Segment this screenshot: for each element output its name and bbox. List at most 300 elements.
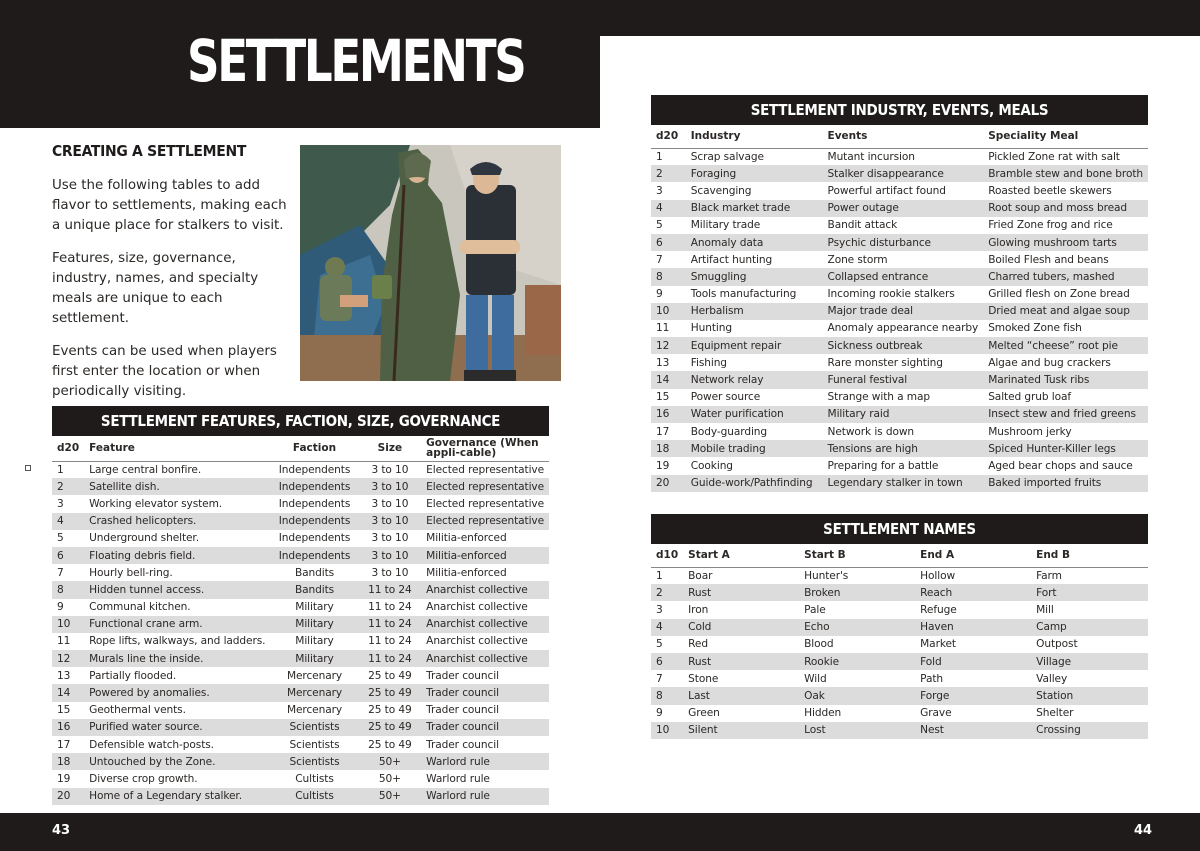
table-row [52, 530, 549, 547]
table-cell: Red [688, 638, 708, 651]
table-cell: Hourly bell-ring. [89, 566, 173, 579]
table-cell: Pickled Zone rat with salt [988, 150, 1120, 163]
table-cell: Murals line the inside. [84, 650, 270, 667]
table-row [52, 633, 549, 650]
table-cell: Mercenary [286, 669, 343, 682]
table-row [651, 619, 1148, 636]
table-cell: 14 [52, 684, 84, 701]
table-cell: Independents [270, 513, 358, 530]
table-cell: Underground shelter. [89, 532, 199, 545]
table-row [651, 670, 1148, 687]
table-cell: Oak [799, 687, 915, 704]
table-cell: 20 [52, 788, 84, 805]
industry-table-grid [651, 125, 1148, 492]
names-table-body [651, 567, 1148, 739]
table-cell: Independents [270, 547, 358, 564]
table-cell: Trader council [426, 738, 499, 751]
table-cell: 1 [656, 150, 663, 163]
table-cell: Mushroom jerky [988, 425, 1072, 438]
column-header: Faction [270, 436, 358, 461]
industry-table-title: SETTLEMENT INDUSTRY, EVENTS, MEALS [651, 95, 1148, 125]
table-cell: Legendary stalker in town [823, 475, 984, 492]
column-header: d20 [52, 436, 84, 461]
table-cell: Independents [278, 532, 351, 545]
table-row [651, 354, 1148, 371]
table-cell: Geothermal vents. [89, 704, 186, 717]
table-cell: Green [688, 707, 720, 720]
table-cell: Water purification [686, 406, 823, 423]
column-header: Start A [683, 544, 799, 567]
table-cell: Militia-enforced [426, 566, 507, 579]
table-cell: 3 [57, 497, 64, 510]
top-band [600, 0, 1200, 36]
table-row [651, 705, 1148, 722]
table-row [651, 251, 1148, 268]
table-cell: 10 [651, 303, 686, 320]
table-cell: Purified water source. [84, 719, 270, 736]
table-cell: Anomaly appearance nearby [827, 322, 979, 335]
table-cell: Algae and bug crackers [988, 356, 1111, 369]
table-cell: Warlord rule [426, 772, 490, 785]
margin-marker [25, 465, 31, 471]
table-cell: 19 [656, 459, 670, 472]
column-header: Start B [799, 544, 915, 567]
table-cell: 25 to 49 [368, 738, 412, 751]
table-cell: 6 [651, 234, 686, 251]
table-row [651, 423, 1148, 440]
table-cell: 13 [57, 669, 71, 682]
table-row [651, 148, 1148, 165]
table-cell: Boar [688, 569, 713, 582]
table-cell: 3 [656, 184, 663, 197]
table-cell: 9 [57, 601, 64, 614]
table-cell: Major trade deal [823, 303, 984, 320]
table-cell: 7 [57, 566, 64, 579]
table-cell: Trader council [421, 684, 549, 701]
table-cell: Independents [278, 497, 351, 510]
table-cell: Refuge [920, 603, 957, 616]
table-cell: 12 [651, 337, 686, 354]
table-cell: Forge [915, 687, 1031, 704]
table-cell: 3 to 10 [371, 566, 409, 579]
table-cell: Village [1031, 653, 1148, 670]
table-cell: Wild [804, 672, 827, 685]
table-header-row [651, 544, 1148, 567]
table-cell: 6 [52, 547, 84, 564]
table-cell: Anarchist collective [421, 650, 549, 667]
table-cell: 9 [656, 288, 663, 301]
table-cell: Hidden tunnel access. [84, 581, 270, 598]
table-cell: 3 to 10 [371, 463, 409, 476]
table-cell: Elected representative [421, 478, 549, 495]
table-cell: Independents [278, 463, 351, 476]
table-cell: Functional crane arm. [84, 616, 270, 633]
table-cell: 50+ [359, 788, 422, 805]
table-cell: Cold [683, 619, 799, 636]
table-cell: 3 to 10 [371, 497, 409, 510]
table-cell: Scientists [289, 738, 340, 751]
chapter-title: SETTLEMENTS [187, 27, 525, 95]
table-cell: Fold [915, 653, 1031, 670]
table-cell: 25 to 49 [359, 719, 422, 736]
table-cell: Preparing for a battle [827, 459, 939, 472]
table-row [651, 722, 1148, 739]
table-cell: 25 to 49 [359, 684, 422, 701]
column-header: Feature [84, 436, 270, 461]
table-row [651, 475, 1148, 492]
table-cell: Salted grub loaf [988, 391, 1072, 404]
table-cell: Network is down [827, 425, 915, 438]
table-cell: Power outage [823, 200, 984, 217]
table-cell: Cooking [690, 459, 733, 472]
table-row [52, 547, 549, 564]
table-cell: Reach [915, 584, 1031, 601]
table-cell: Communal kitchen. [89, 601, 191, 614]
features-table [52, 406, 549, 805]
table-row [52, 702, 549, 719]
table-cell: Psychic disturbance [823, 234, 984, 251]
table-cell: Camp [1031, 619, 1148, 636]
table-row [52, 650, 549, 667]
table-cell: 17 [57, 738, 71, 751]
table-row [651, 584, 1148, 601]
table-cell: Diverse crop growth. [89, 772, 198, 785]
table-cell: Tensions are high [823, 440, 984, 457]
table-row [52, 753, 549, 770]
table-cell: Mercenary [270, 684, 358, 701]
table-cell: Home of a Legendary stalker. [84, 788, 270, 805]
table-cell: Market [920, 638, 956, 651]
table-cell: Anarchist collective [421, 616, 549, 633]
table-cell: Militia-enforced [421, 547, 549, 564]
table-cell: Military trade [690, 219, 761, 232]
table-cell: Elected representative [426, 463, 544, 476]
table-cell: Scientists [270, 719, 358, 736]
table-cell: Anarchist collective [426, 635, 528, 648]
table-cell: Smuggling [686, 268, 823, 285]
table-cell: 2 [651, 165, 686, 182]
table-cell: 11 to 24 [359, 616, 422, 633]
table-cell: 25 to 49 [368, 704, 412, 717]
table-cell: 11 to 24 [359, 650, 422, 667]
intro-paragraph: Features, size, governance, industry, names, and specialty meals are unique to each settlement. [52, 251, 259, 326]
table-cell: Aged bear chops and sauce [988, 459, 1133, 472]
table-cell: Mutant incursion [827, 150, 915, 163]
table-cell: Crossing [1031, 722, 1148, 739]
table-cell: Rope lifts, walkways, and ladders. [89, 635, 266, 648]
table-cell: 7 [656, 253, 663, 266]
table-cell: Equipment repair [686, 337, 823, 354]
table-cell: 20 [651, 475, 686, 492]
table-cell: Hunter's [804, 569, 849, 582]
table-cell: Grave [920, 707, 952, 720]
table-row [651, 286, 1148, 303]
table-cell: 8 [52, 581, 84, 598]
table-row [651, 389, 1148, 406]
table-cell: Bandit attack [827, 219, 898, 232]
names-table-title: SETTLEMENT NAMES [651, 514, 1148, 544]
table-cell: 3 to 10 [371, 532, 409, 545]
table-row [651, 653, 1148, 670]
table-cell: Defensible watch-posts. [89, 738, 214, 751]
table-cell: Lost [799, 722, 915, 739]
table-cell: Herbalism [686, 303, 823, 320]
table-cell: Untouched by the Zone. [84, 753, 270, 770]
table-cell: 2 [52, 478, 84, 495]
chapter-header-band [0, 0, 600, 128]
industry-table-body [651, 148, 1148, 492]
table-cell: Trader council [421, 719, 549, 736]
table-cell: Valley [1036, 672, 1068, 685]
table-row [651, 440, 1148, 457]
page-number-right: 44 [1134, 823, 1153, 838]
table-cell: 11 to 24 [368, 635, 412, 648]
features-table-title: SETTLEMENT FEATURES, FACTION, SIZE, GOVERNANCE [52, 406, 549, 436]
table-cell: Anarchist collective [426, 601, 528, 614]
table-cell: Tools manufacturing [690, 288, 797, 301]
table-cell: Mobile trading [686, 440, 823, 457]
table-cell: Military [295, 635, 334, 648]
table-cell: Pale [804, 603, 826, 616]
table-cell: Rust [683, 584, 799, 601]
table-cell: Last [683, 687, 799, 704]
table-cell: Bandits [294, 566, 335, 579]
table-cell: Foraging [686, 165, 823, 182]
table-row [651, 217, 1148, 234]
table-row [651, 687, 1148, 704]
table-cell: Hunting [690, 322, 732, 335]
table-cell: Warlord rule [421, 753, 549, 770]
table-cell: Working elevator system. [89, 497, 223, 510]
table-row [52, 478, 549, 495]
table-cell: Roasted beetle skewers [988, 184, 1112, 197]
table-cell: 15 [656, 391, 670, 404]
table-cell: Scientists [270, 753, 358, 770]
table-cell: 11 [57, 635, 71, 648]
table-cell: Blood [804, 638, 834, 651]
table-cell: Power source [690, 391, 761, 404]
table-cell: Stone [688, 672, 719, 685]
table-row [52, 684, 549, 701]
table-cell: Trader council [426, 669, 499, 682]
table-cell: Path [920, 672, 944, 685]
intro-text [52, 176, 292, 415]
table-cell: 18 [651, 440, 686, 457]
table-cell: Body-guarding [690, 425, 768, 438]
intro-paragraph: Use the following tables to add flavor to settlements, making each a unique place for stalkers to visit. [52, 178, 287, 233]
table-cell: 3 [656, 603, 663, 616]
table-cell: Stalker disappearance [823, 165, 984, 182]
table-row [651, 337, 1148, 354]
table-cell: 18 [52, 753, 84, 770]
table-row [651, 601, 1148, 618]
table-cell: 19 [57, 772, 71, 785]
table-cell: 1 [57, 463, 64, 476]
table-cell: 12 [52, 650, 84, 667]
table-header-row [651, 125, 1148, 148]
table-cell: Partially flooded. [89, 669, 177, 682]
table-cell: 3 to 10 [359, 513, 422, 530]
table-cell: Military raid [823, 406, 984, 423]
table-cell: Farm [1036, 569, 1062, 582]
table-cell: Shelter [1036, 707, 1074, 720]
table-cell: Cultists [270, 788, 358, 805]
table-cell: 50+ [359, 753, 422, 770]
section-heading: CREATING A SETTLEMENT [52, 142, 247, 160]
table-cell: Scrap salvage [690, 150, 764, 163]
column-header: End B [1031, 544, 1148, 567]
table-cell: 50+ [378, 772, 401, 785]
table-cell: Strange with a map [827, 391, 931, 404]
table-cell: Rookie [799, 653, 915, 670]
table-row [52, 461, 549, 478]
table-cell: 13 [656, 356, 670, 369]
table-cell: Fort [1031, 584, 1148, 601]
column-header: d20 [651, 125, 686, 148]
table-row [52, 599, 549, 616]
table-cell: Warlord rule [421, 788, 549, 805]
table-cell: Black market trade [686, 200, 823, 217]
column-header: d10 [651, 544, 683, 567]
table-cell: 4 [651, 619, 683, 636]
table-cell: 3 to 10 [359, 478, 422, 495]
table-cell: 16 [651, 406, 686, 423]
table-row [651, 200, 1148, 217]
table-cell: 10 [52, 616, 84, 633]
intro-paragraph: Events can be used when players first enter the location or when periodically visiting. [52, 344, 277, 399]
table-row [651, 636, 1148, 653]
table-row [52, 719, 549, 736]
table-cell: Satellite dish. [84, 478, 270, 495]
table-cell: Station [1031, 687, 1148, 704]
table-row [52, 581, 549, 598]
table-cell: Insect stew and fried greens [983, 406, 1148, 423]
table-row [651, 567, 1148, 584]
table-cell: 2 [651, 584, 683, 601]
table-cell: 14 [651, 371, 686, 388]
table-cell: Independents [270, 478, 358, 495]
table-cell: Scavenging [690, 184, 752, 197]
table-cell: Spiced Hunter-Killer legs [983, 440, 1148, 457]
table-cell: Hollow [920, 569, 956, 582]
table-cell: Echo [799, 619, 915, 636]
table-row [52, 495, 549, 512]
table-cell: Mill [1036, 603, 1054, 616]
table-cell: Militia-enforced [426, 532, 507, 545]
table-cell: Sickness outbreak [823, 337, 984, 354]
table-cell: 8 [651, 687, 683, 704]
table-row [651, 303, 1148, 320]
table-cell: Bramble stew and bone broth [983, 165, 1148, 182]
industry-table [651, 95, 1148, 492]
table-cell: Dried meat and algae soup [983, 303, 1148, 320]
column-header: Governance (When appli-cable) [421, 436, 549, 461]
table-cell: Zone storm [827, 253, 888, 266]
table-row [651, 320, 1148, 337]
table-row [52, 513, 549, 530]
right-page [600, 0, 1200, 851]
table-cell: Boiled Flesh and beans [988, 253, 1109, 266]
table-cell: 3 to 10 [359, 547, 422, 564]
table-cell: Iron [688, 603, 709, 616]
table-cell: Anarchist collective [421, 581, 549, 598]
table-cell: Artifact hunting [690, 253, 773, 266]
table-cell: 5 [57, 532, 64, 545]
table-cell: 11 [656, 322, 670, 335]
table-cell: 11 to 24 [359, 581, 422, 598]
table-cell: 15 [57, 704, 71, 717]
stalkers-illustration [300, 145, 561, 381]
table-cell: Root soup and moss bread [983, 200, 1148, 217]
table-cell: 7 [656, 672, 663, 685]
table-cell: Crashed helicopters. [84, 513, 270, 530]
table-cell: Mercenary [286, 704, 343, 717]
table-cell: Marinated Tusk ribs [983, 371, 1148, 388]
table-cell: 16 [52, 719, 84, 736]
table-cell: 4 [52, 513, 84, 530]
column-header: Speciality Meal [983, 125, 1148, 148]
table-cell: Elected representative [426, 497, 544, 510]
table-cell: Silent [683, 722, 799, 739]
table-row [52, 667, 549, 684]
table-row [52, 788, 549, 805]
table-cell: 17 [656, 425, 670, 438]
table-cell: Grilled flesh on Zone bread [988, 288, 1130, 301]
table-cell: Trader council [426, 704, 499, 717]
names-table-grid [651, 544, 1148, 739]
footer-band [0, 813, 1200, 851]
table-cell: Haven [915, 619, 1031, 636]
features-table-grid [52, 436, 549, 805]
table-cell: 4 [651, 200, 686, 217]
table-cell: Charred tubers, mashed [983, 268, 1148, 285]
table-cell: 5 [656, 219, 663, 232]
table-cell: Elected representative [421, 513, 549, 530]
table-cell: Rust [683, 653, 799, 670]
table-cell: Nest [915, 722, 1031, 739]
table-row [52, 770, 549, 787]
column-header: Events [823, 125, 984, 148]
table-cell: Bandits [270, 581, 358, 598]
table-cell: Melted “cheese” root pie [983, 337, 1148, 354]
table-cell: 1 [656, 569, 663, 582]
table-row [52, 616, 549, 633]
table-cell: Guide-work/Pathfinding [686, 475, 823, 492]
table-cell: Fried Zone frog and rice [988, 219, 1113, 232]
table-cell: Large central bonfire. [89, 463, 202, 476]
table-header-row [52, 436, 549, 461]
table-cell: Incoming rookie stalkers [827, 288, 955, 301]
table-cell: 11 to 24 [368, 601, 412, 614]
table-cell: Floating debris field. [84, 547, 270, 564]
table-cell: Powerful artifact found [827, 184, 946, 197]
table-row [52, 564, 549, 581]
column-header: Industry [686, 125, 823, 148]
table-cell: 10 [651, 722, 683, 739]
table-cell: Powered by anomalies. [84, 684, 270, 701]
table-cell: Fishing [690, 356, 727, 369]
table-cell: 9 [656, 707, 663, 720]
table-row [651, 406, 1148, 423]
table-cell: Baked imported fruits [983, 475, 1148, 492]
table-cell: Military [295, 601, 334, 614]
table-cell: Collapsed entrance [823, 268, 984, 285]
names-table [651, 514, 1148, 739]
table-row [651, 234, 1148, 251]
column-header: End A [915, 544, 1031, 567]
table-cell: 5 [656, 638, 663, 651]
table-cell: 25 to 49 [368, 669, 412, 682]
